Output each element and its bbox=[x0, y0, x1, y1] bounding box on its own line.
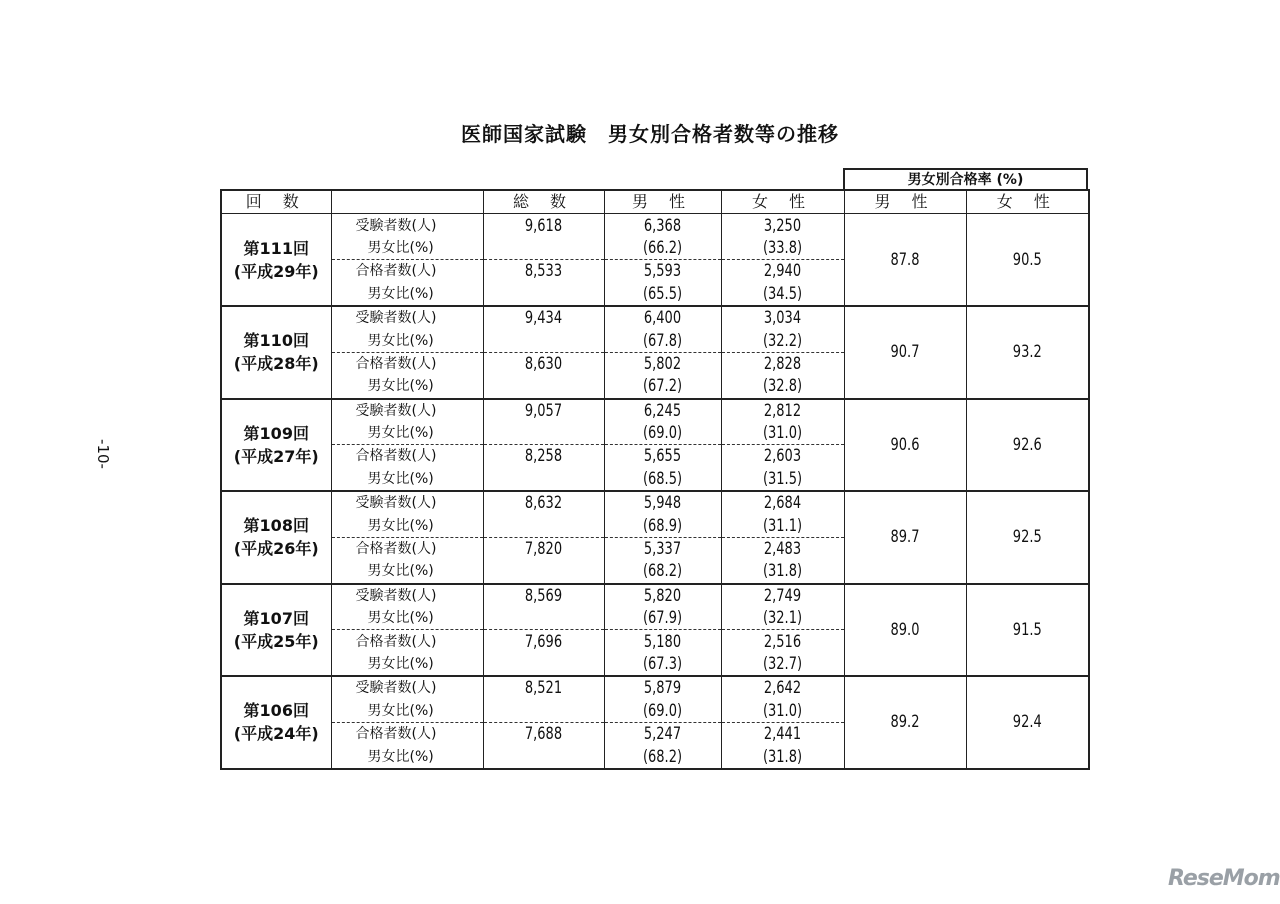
total-value bbox=[492, 283, 595, 306]
total-value: 9,618 bbox=[492, 214, 595, 237]
male-value: (67.2) bbox=[613, 375, 712, 398]
female-value: 2,603 bbox=[730, 445, 835, 468]
table-row bbox=[221, 237, 1089, 260]
table-body bbox=[221, 214, 1089, 769]
round-cell bbox=[221, 584, 331, 677]
total-value bbox=[492, 375, 595, 398]
female-value: (32.8) bbox=[730, 375, 835, 398]
row-label: 合格者数(人) bbox=[331, 630, 483, 653]
table-row bbox=[221, 722, 1089, 745]
table-row bbox=[221, 375, 1089, 398]
female-value: (31.1) bbox=[730, 514, 835, 537]
row-label: 男女比(%) bbox=[331, 653, 483, 676]
female-value: 2,483 bbox=[730, 537, 835, 560]
total-value bbox=[492, 745, 595, 768]
round-cell bbox=[221, 491, 331, 584]
table-row bbox=[221, 607, 1089, 630]
row-label: 受験者数(人) bbox=[331, 491, 483, 514]
row-label: 合格者数(人) bbox=[331, 445, 483, 468]
female-value: 3,250 bbox=[730, 214, 835, 237]
row-label: 合格者数(人) bbox=[331, 260, 483, 283]
header-rate-male: 男 性 bbox=[844, 190, 966, 214]
female-value: (34.5) bbox=[730, 283, 835, 306]
row-label: 男女比(%) bbox=[331, 560, 483, 583]
row-label: 受験者数(人) bbox=[331, 214, 483, 237]
page-number: -10- bbox=[93, 439, 112, 469]
row-label: 受験者数(人) bbox=[331, 306, 483, 329]
pass-rate-male: 89.7 bbox=[853, 491, 957, 584]
header-item bbox=[331, 190, 483, 214]
row-label: 受験者数(人) bbox=[331, 676, 483, 699]
round-number: 第106回 bbox=[243, 701, 309, 721]
table-row bbox=[221, 584, 1089, 607]
round-number: 第108回 bbox=[243, 516, 309, 536]
table-row bbox=[221, 745, 1089, 768]
round-year: (平成27年) bbox=[233, 446, 319, 466]
row-label: 合格者数(人) bbox=[331, 537, 483, 560]
female-value: (31.8) bbox=[730, 745, 835, 768]
row-label: 男女比(%) bbox=[331, 514, 483, 537]
table-row bbox=[221, 329, 1089, 352]
table-row bbox=[221, 422, 1089, 445]
male-value: 5,247 bbox=[613, 722, 712, 745]
table-row bbox=[221, 560, 1089, 583]
table-row bbox=[221, 445, 1089, 468]
female-value: 2,441 bbox=[730, 722, 835, 745]
round-year: (平成28年) bbox=[233, 354, 319, 374]
pass-rate-male: 89.2 bbox=[853, 676, 957, 769]
row-label: 男女比(%) bbox=[331, 607, 483, 630]
row-label: 男女比(%) bbox=[331, 468, 483, 491]
table-row bbox=[221, 491, 1089, 514]
round-number: 第107回 bbox=[243, 608, 309, 628]
pass-rate-group-header: 男女別合格率 (%) bbox=[843, 168, 1088, 191]
male-value: 5,879 bbox=[613, 676, 712, 699]
male-value: (67.9) bbox=[613, 607, 712, 630]
round-number: 第110回 bbox=[243, 331, 309, 351]
row-label: 男女比(%) bbox=[331, 422, 483, 445]
male-value: (67.3) bbox=[613, 653, 712, 676]
table-row bbox=[221, 306, 1089, 329]
total-value bbox=[492, 653, 595, 676]
female-value: (31.0) bbox=[730, 422, 835, 445]
round-number: 第111回 bbox=[243, 238, 309, 258]
total-value: 8,630 bbox=[492, 352, 595, 375]
male-value: 5,802 bbox=[613, 352, 712, 375]
row-label: 男女比(%) bbox=[331, 237, 483, 260]
row-label: 合格者数(人) bbox=[331, 352, 483, 375]
male-value: (68.9) bbox=[613, 514, 712, 537]
total-value bbox=[492, 468, 595, 491]
male-value: 5,655 bbox=[613, 445, 712, 468]
total-value: 7,688 bbox=[492, 722, 595, 745]
female-value: 2,684 bbox=[730, 491, 835, 514]
male-value: (66.2) bbox=[613, 237, 712, 260]
male-value: 5,593 bbox=[613, 260, 712, 283]
row-label: 男女比(%) bbox=[331, 329, 483, 352]
male-value: (68.5) bbox=[613, 468, 712, 491]
male-value: (68.2) bbox=[613, 560, 712, 583]
male-value: 6,245 bbox=[613, 399, 712, 422]
table-row bbox=[221, 676, 1089, 699]
pass-rate-female: 90.5 bbox=[975, 214, 1080, 306]
row-label: 受験者数(人) bbox=[331, 399, 483, 422]
total-value: 8,258 bbox=[492, 445, 595, 468]
pass-rate-male: 90.7 bbox=[853, 306, 957, 399]
table-row bbox=[221, 514, 1089, 537]
female-value: (31.5) bbox=[730, 468, 835, 491]
female-value: (32.1) bbox=[730, 607, 835, 630]
female-value: 3,034 bbox=[730, 306, 835, 329]
female-value: (31.8) bbox=[730, 560, 835, 583]
table-row bbox=[221, 260, 1089, 283]
table-row bbox=[221, 653, 1089, 676]
header-female: 女 性 bbox=[721, 190, 844, 214]
table-row bbox=[221, 700, 1089, 723]
male-value: (69.0) bbox=[613, 422, 712, 445]
female-value: (33.8) bbox=[730, 237, 835, 260]
male-value: 5,180 bbox=[613, 630, 712, 653]
exam-results-table bbox=[220, 189, 1090, 770]
male-value: (69.0) bbox=[613, 700, 712, 723]
total-value bbox=[492, 607, 595, 630]
total-value: 9,057 bbox=[492, 399, 595, 422]
male-value: (67.8) bbox=[613, 329, 712, 352]
total-value bbox=[492, 422, 595, 445]
total-value bbox=[492, 329, 595, 352]
round-cell bbox=[221, 676, 331, 769]
total-value: 7,820 bbox=[492, 537, 595, 560]
row-label: 合格者数(人) bbox=[331, 722, 483, 745]
total-value bbox=[492, 237, 595, 260]
total-value: 8,632 bbox=[492, 491, 595, 514]
male-value: (65.5) bbox=[613, 283, 712, 306]
pass-rate-female: 92.6 bbox=[975, 399, 1080, 492]
pass-rate-male: 90.6 bbox=[853, 399, 957, 492]
row-label: 男女比(%) bbox=[331, 283, 483, 306]
header-round: 回 数 bbox=[221, 190, 331, 214]
round-year: (平成29年) bbox=[233, 261, 319, 281]
pass-rate-female: 92.4 bbox=[975, 676, 1080, 769]
female-value: 2,642 bbox=[730, 676, 835, 699]
total-value: 8,569 bbox=[492, 584, 595, 607]
male-value: (68.2) bbox=[613, 745, 712, 768]
pass-rate-female: 93.2 bbox=[975, 306, 1080, 399]
table-row bbox=[221, 352, 1089, 375]
header-rate-female: 女 性 bbox=[966, 190, 1089, 214]
pass-rate-female: 92.5 bbox=[975, 491, 1080, 584]
total-value: 7,696 bbox=[492, 630, 595, 653]
total-value: 8,521 bbox=[492, 676, 595, 699]
round-year: (平成26年) bbox=[233, 539, 319, 559]
total-value: 8,533 bbox=[492, 260, 595, 283]
pass-rate-male: 87.8 bbox=[853, 214, 957, 306]
table-row bbox=[221, 399, 1089, 422]
round-cell bbox=[221, 399, 331, 492]
male-value: 5,820 bbox=[613, 584, 712, 607]
total-value: 9,434 bbox=[492, 306, 595, 329]
pass-rate-male: 89.0 bbox=[853, 584, 957, 677]
round-number: 第109回 bbox=[243, 423, 309, 443]
female-value: 2,812 bbox=[730, 399, 835, 422]
row-label: 男女比(%) bbox=[331, 745, 483, 768]
table-row bbox=[221, 537, 1089, 560]
male-value: 6,368 bbox=[613, 214, 712, 237]
female-value: 2,516 bbox=[730, 630, 835, 653]
female-value: (32.7) bbox=[730, 653, 835, 676]
table-row bbox=[221, 283, 1089, 306]
row-label: 受験者数(人) bbox=[331, 584, 483, 607]
table-row bbox=[221, 214, 1089, 237]
round-cell bbox=[221, 306, 331, 399]
pass-rate-female: 91.5 bbox=[975, 584, 1080, 677]
round-cell bbox=[221, 214, 331, 306]
round-year: (平成24年) bbox=[233, 724, 319, 744]
table-row bbox=[221, 630, 1089, 653]
header-male: 男 性 bbox=[604, 190, 721, 214]
row-label: 男女比(%) bbox=[331, 700, 483, 723]
female-value: (32.2) bbox=[730, 329, 835, 352]
total-value bbox=[492, 700, 595, 723]
female-value: 2,828 bbox=[730, 352, 835, 375]
total-value bbox=[492, 514, 595, 537]
female-value: (31.0) bbox=[730, 700, 835, 723]
header-total: 総 数 bbox=[483, 190, 604, 214]
table-row bbox=[221, 468, 1089, 491]
male-value: 5,337 bbox=[613, 537, 712, 560]
row-label: 男女比(%) bbox=[331, 375, 483, 398]
round-year: (平成25年) bbox=[233, 631, 319, 651]
total-value bbox=[492, 560, 595, 583]
resemom-logo: ReseMom bbox=[1168, 866, 1280, 891]
document-title: 医師国家試験 男女別合格者数等の推移 bbox=[461, 122, 839, 146]
male-value: 5,948 bbox=[613, 491, 712, 514]
female-value: 2,940 bbox=[730, 260, 835, 283]
male-value: 6,400 bbox=[613, 306, 712, 329]
female-value: 2,749 bbox=[730, 584, 835, 607]
